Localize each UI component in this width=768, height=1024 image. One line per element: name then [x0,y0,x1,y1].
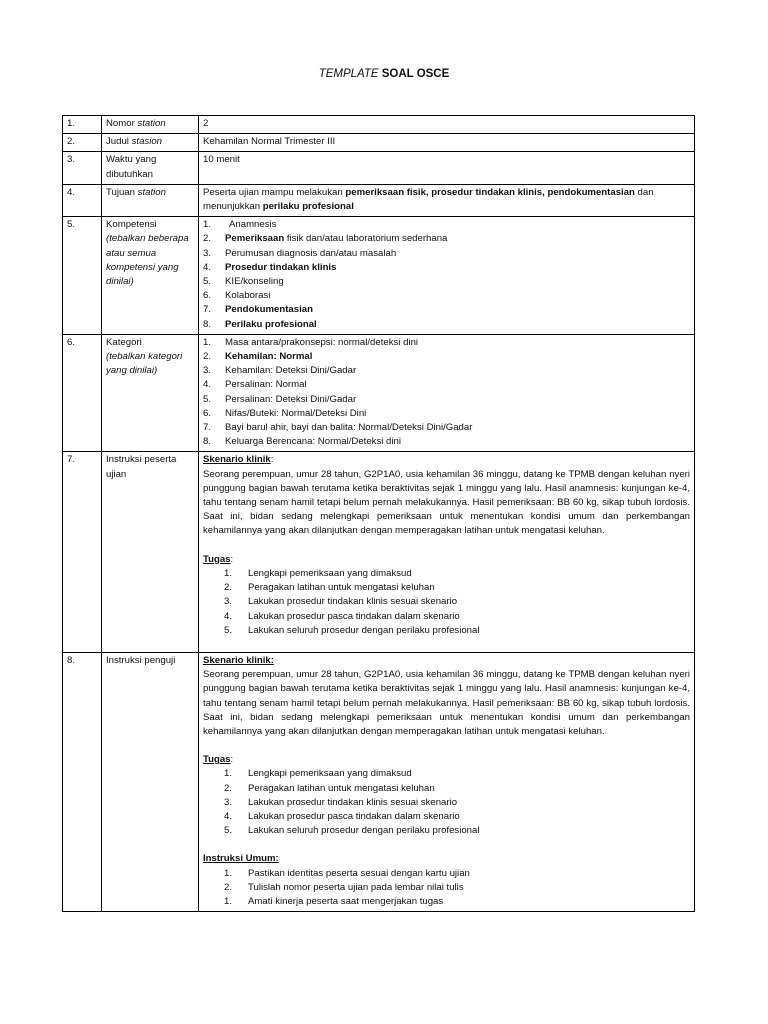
competency-list [199,217,695,335]
list-item: 1. Anamnesis [203,219,277,231]
row-value: 10 menit [199,152,695,184]
table-row [63,152,695,184]
row-number: 4. [63,184,102,216]
table-row [63,652,695,911]
label-hint: (tebalkan kategori yang dinilai) [106,351,183,377]
row-label [102,334,199,452]
row-label: Instruksi peserta ujian [102,452,199,652]
label-main: Kategori [106,336,142,348]
task-heading: Tugas: [203,754,234,766]
list-item: 3. Lakukan prosedur tindakan klinis sesuai skenario [224,796,458,808]
scenario-heading: Skenario klinik: [203,654,274,666]
list-item: 3. Perumusan diagnosis dan/atau masalah [203,247,397,259]
list-item: 5. Lakukan seluruh prosedur dengan perilaku profesional [224,624,480,636]
row-label [102,217,199,335]
row-number: 3. [63,152,102,184]
row-number: 7. [63,452,102,652]
list-item: 8. Keluarga Berencana: Normal/Deteksi dini [203,436,401,448]
title-italic: TEMPLATE [318,68,379,80]
list-item: 3. Lakukan prosedur tindakan klinis sesuai skenario [224,596,458,608]
list-item: 4. Lakukan prosedur pasca tindakan dalam skenario [224,810,460,822]
list-item: 7. Pendokumentasian [203,304,313,316]
list-item: 7. Bayi barul ahir, bayi dan balita: Normal/Deteksi Dini/Gadar [203,422,473,434]
list-item: 5. Lakukan seluruh prosedur dengan perilaku profesional [224,825,480,837]
row-label: Waktu yang dibutuhkan [102,152,199,184]
row-label: Instruksi penguji [102,652,199,911]
label-hint: (tebalkan beberapa atau semua kompetensi yang dinilai) [106,233,189,288]
row-number: 5. [63,217,102,335]
table-row [63,184,695,216]
table-row [63,452,695,652]
list-item: 3. Kehamilan: Deteksi Dini/Gadar [203,365,357,377]
list-item: 5. Persalinan: Deteksi Dini/Gadar [203,393,357,405]
row-label: Tujuan station [102,184,199,216]
general-instructions-heading: Instruksi Umum: [203,853,279,865]
table-row [63,134,695,152]
task-heading: Tugas: [203,553,234,565]
list-item: 4. Lakukan prosedur pasca tindakan dalam skenario [224,610,460,622]
list-item: 4. Persalinan: Normal [203,379,307,391]
title-rest: SOAL OSCE [378,68,450,80]
list-item: 8. Perilaku profesional [203,318,317,330]
list-item: 2. Kehamilan: Normal [203,351,313,363]
row-value: Kehamilan Normal Trimester III [199,134,695,152]
scenario-text: Seorang perempuan, umur 28 tahun, G2P1A0, usia kehamilan 36 minggu, datang ke TPMB dengan keluhan nyeri punggung bagian bawah terutama ketika beraktivitas sejak 1 minggu yang lalu. Hasil anamnesis: kunjungan ke-4, tahu tentang senam hamil tetapi belum pernah melakukannya. Hasil pemeriksaan: BB 60 kg, sikap tubuh lordosis. Saat ini, bidan sedang melengkapi pemeriksaan untuk menentukan kondisi umum dan perkembangan kehamilannya yang akan dilanjutkan dengan memperagakan latihan untuk mengatasi keluhan. [203,468,690,537]
row-value: Peserta ujian mampu melakukan pemeriksaan fisik, prosedur tindakan klinis, pendokumentasian dan menunjukkan perilaku profesional [199,184,695,216]
participant-instructions [199,452,695,652]
row-value: 2 [199,116,695,134]
list-item: 6. Kolaborasi [203,290,271,302]
row-number: 8. [63,652,102,911]
row-label: Judul stasion [102,134,199,152]
list-item: 2. Peragakan latihan untuk mengatasi keluhan [224,782,435,794]
label-main: Kompetensi [106,219,157,231]
category-list [199,334,695,452]
table-row [63,217,695,335]
scenario-heading: Skenario klinik: [203,454,274,466]
list-item: 1. Amati kinerja peserta saat mengerjakan tugas [224,895,444,907]
list-item: 1. Masa antara/prakonsepsi: normal/deteksi dini [203,336,419,348]
list-item: 2. Peragakan latihan untuk mengatasi keluhan [224,582,435,594]
examiner-instructions [199,652,695,911]
list-item: 4. Prosedur tindakan klinis [203,261,337,273]
list-item: 1. Lengkapi pemeriksaan yang dimaksud [224,567,412,579]
list-item: 5. KIE/konseling [203,276,284,288]
list-item: 1. Pastikan identitas peserta sesuai dengan kartu ujian [224,867,470,879]
table-row [63,334,695,452]
page-title [0,68,768,80]
table-row [63,116,695,134]
list-item: 1. Lengkapi pemeriksaan yang dimaksud [224,768,412,780]
row-number: 6. [63,334,102,452]
row-label: Nomor station [102,116,199,134]
scenario-text: Seorang perempuan, umur 28 tahun, G2P1A0, usia kehamilan 36 minggu, datang ke TPMB dengan keluhan nyeri punggung bagian bawah terutama ketika beraktivitas sejak 1 minggu yang lalu. Hasil anamnesis: kunjungan ke-4, tahu tentang senam hamil tetapi belum pernah melakukannya. Hasil pemeriksaan: BB 60 kg, sikap tubuh lordosis. Saat ini, bidan sedang melengkapi pemeriksaan untuk menentukan kondisi umum dan perkembangan kehamilannya yang akan dilanjutkan dengan memperagakan latihan untuk mengatasi keluhan. [203,669,690,737]
list-item: 2. Tulislah nomor peserta ujian pada lembar nilai tulis [224,881,464,893]
list-item: 2. Pemeriksaan fisik dan/atau laboratorium sederhana [203,233,448,245]
row-number: 1. [63,116,102,134]
row-number: 2. [63,134,102,152]
list-item: 6. Nifas/Buteki: Normal/Deteksi Dini [203,407,367,419]
osce-table [62,115,695,912]
